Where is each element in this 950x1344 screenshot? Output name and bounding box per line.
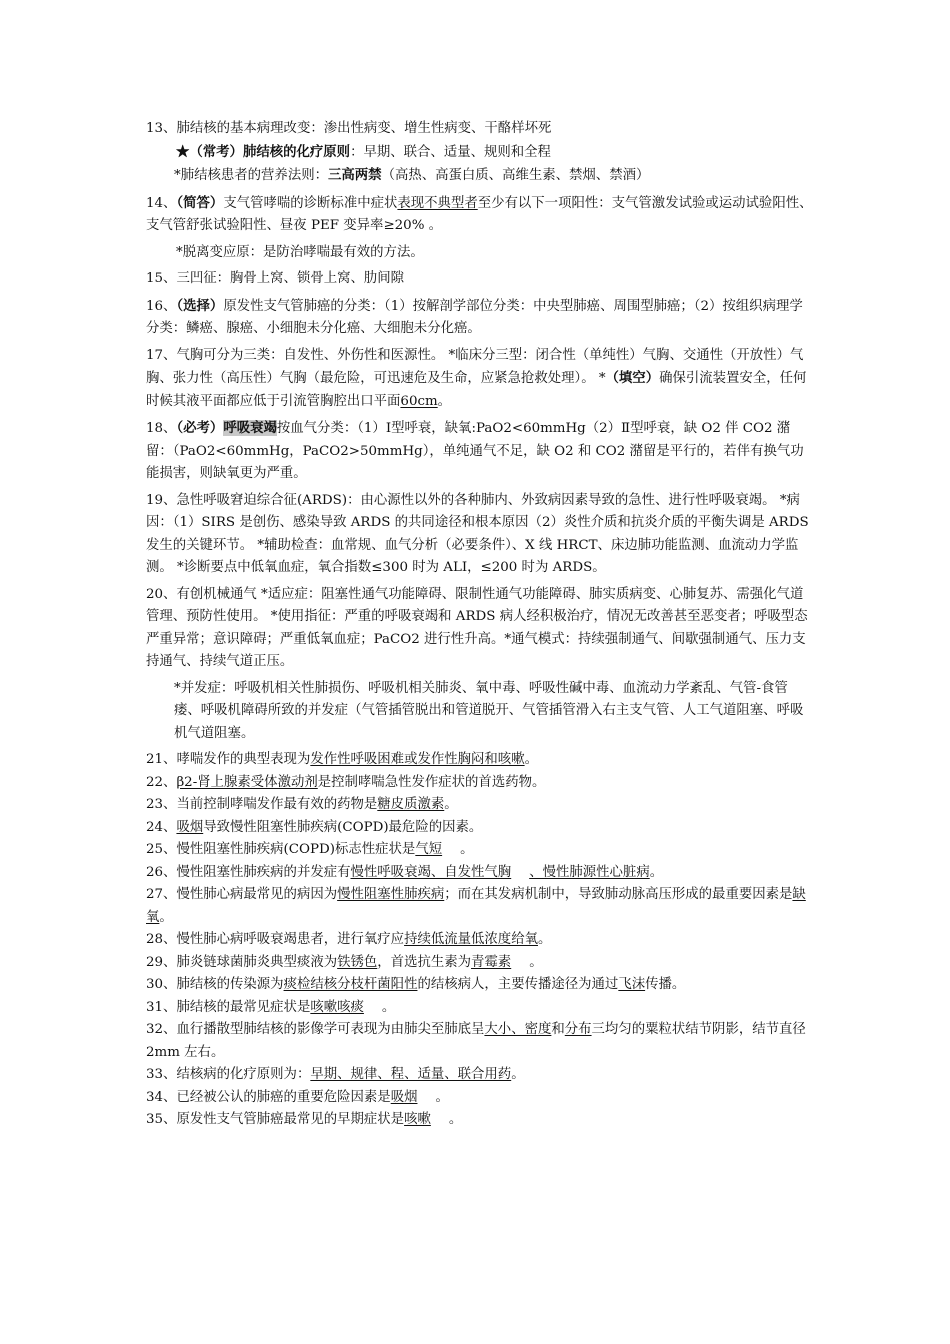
bold-term: 三高两禁	[328, 167, 382, 183]
item-number: 30、	[146, 977, 177, 992]
item-number: 35、	[146, 1112, 177, 1127]
item-32	[146, 1019, 814, 1064]
item-number: 27、	[146, 887, 177, 902]
item-16	[146, 295, 814, 341]
item-35	[146, 1109, 814, 1132]
item-text: 。	[529, 954, 543, 970]
item-text: 和	[551, 1022, 565, 1037]
underlined-term: 吸烟	[176, 819, 204, 835]
document-body	[146, 118, 814, 1132]
item-20-note	[146, 678, 814, 746]
item-text: 。	[524, 752, 538, 767]
item-text: 原发性支气管肺癌最常见的早期症状是	[176, 1112, 405, 1127]
item-24	[146, 817, 814, 840]
item-text: 。	[159, 909, 173, 925]
item-text: 。	[649, 864, 664, 880]
underlined-term: 铁锈色	[337, 954, 378, 970]
underlined-term: 慢性阻塞性肺疾病	[337, 887, 445, 902]
item-text: 。	[435, 1089, 449, 1105]
item-text: 哮喘发作的典型表现为	[176, 752, 311, 767]
item-13-star	[146, 141, 814, 165]
underlined-term: 慢性呼吸衰竭、自发性气胸	[350, 864, 512, 880]
item-number: 29、	[146, 954, 177, 970]
item-number: 14、	[146, 195, 177, 211]
item-20	[146, 584, 814, 674]
item-text: 至少有以下一项阳性：支气管激发试验或运动试验阳性、支气管舒张试验阳性、昼夜 PEF 变异率≥20% 。	[146, 195, 813, 233]
item-text: 已经被公认的肺癌的重要危险因素是	[176, 1089, 391, 1105]
item-text: 肺结核的基本病理改变：渗出性病变、增生性病变、干酪样坏死	[176, 121, 552, 136]
item-text: ：早期、联合、适量、规则和全程	[350, 144, 551, 160]
item-22	[146, 772, 814, 795]
item-text: 气胸可分为三类：自发性、外伤性和医源性。 *临床分三型：闭合性（单纯性）气胸、交通性（开放性）气胸、张力性（高压性）气胸（最危险，可迅速危及生命，应紧急抢救处理）。 *	[146, 347, 804, 386]
item-text: （高热、高蛋白质、高维生素、禁烟、禁酒）	[381, 168, 650, 183]
item-text: 。	[448, 1112, 463, 1127]
item-34	[146, 1087, 814, 1110]
item-number: 23、	[146, 797, 177, 812]
item-text: 。	[537, 932, 552, 947]
item-number: 17、	[146, 347, 177, 363]
item-text: 急性呼吸窘迫综合征(ARDS)：由心源性以外的各种肺内、外致病因素导致的急性、进行性呼吸衰竭。 *病因：（1）SIRS 是创伤、感染导致 ARDS 的共同途径和根本原因（2）炎性介质和抗炎介质的平衡失调是 ARDS 发生的关键环节。 *辅助检查：血常规、血气分析（必要条件）、X 线 HRCT、床边肺功能监测、血流动力学监测。 *诊断要点中低氧血症，氧合指数≤300 时为 ALI，≤200 时为 ARDS。	[146, 492, 809, 575]
underlined-term: 缺氧	[146, 887, 806, 925]
underlined-term: 大小、密度	[484, 1022, 552, 1037]
underlined-term: 气短	[415, 842, 443, 857]
item-text: 三凹征：胸骨上窝、锁骨上窝、肋间隙	[176, 271, 405, 286]
item-number: 34、	[146, 1089, 177, 1105]
item-text: 的结核病人，主要传播途径为通过	[417, 977, 619, 992]
underlined-term: 咳嗽	[404, 1112, 431, 1127]
item-number: 13、	[146, 121, 177, 136]
item-text: 肺结核的最常见症状是	[176, 999, 311, 1015]
item-text: 慢性肺心病最常见的病因为	[176, 887, 338, 902]
item-text: ；而在其发病机制中，导致肺动脉高压形成的最重要因素是	[444, 887, 793, 902]
item-19	[146, 490, 814, 580]
underlined-term: 吸烟	[390, 1089, 418, 1105]
item-text: 有创机械通气 *适应症：阻塞性通气功能障碍、限制性通气功能障碍、肺实质病变、心肺复苏、需强化气道管理、预防性使用。 *使用指征：严重的呼吸衰竭和 ARDS 病人经积极治疗，情况无改善甚至恶变者；呼吸型态严重异常；意识障碍；严重低氧血症；PaCO2 进行性升高。*通气模式：持续强制通气、间歇强制通气、压力支持通气、持续气道正压。	[146, 586, 808, 669]
item-text: *并发症：呼吸机相关性肺损伤、呼吸机相关肺炎、氧中毒、呼吸性碱中毒、血流动力学紊乱、气管-食管瘘、呼吸机障碍所致的并发症（气管插管脱出和管道脱开、气管插管滑入右主支气管、人工气道阻塞、呼吸机气道阻塞。	[174, 680, 804, 741]
item-number: 32、	[146, 1022, 177, 1037]
item-13-diet	[146, 164, 814, 188]
item-text: 。	[444, 797, 458, 812]
item-number: 21、	[146, 752, 177, 767]
item-text: 三均匀的粟粒状结节阴影，结节直径 2mm 左右。	[146, 1022, 806, 1060]
item-number: 24、	[146, 819, 177, 835]
item-text: 慢性阻塞性肺疾病(COPD)标志性症状是	[176, 842, 416, 857]
item-14-note	[146, 242, 814, 265]
question-tag: （填空）	[605, 370, 660, 386]
underlined-term: 青霉素	[471, 954, 512, 970]
item-text: 导致慢性阻塞性肺疾病(COPD)最危险的因素。	[203, 819, 483, 835]
item-33	[146, 1064, 814, 1087]
item-text: 慢性阻塞性肺疾病的并发症有	[176, 864, 351, 880]
item-text: 血行播散型肺结核的影像学可表现为由肺尖至肺底呈	[176, 1022, 485, 1037]
underlined-term: 持续低流量低浓度给氧	[404, 932, 538, 947]
item-number: 16、	[146, 298, 177, 314]
item-30	[146, 974, 814, 997]
item-text: 。	[381, 999, 396, 1015]
item-15	[146, 268, 814, 291]
item-number: 28、	[146, 932, 177, 947]
underlined-term: 痰检结核分枝杆菌阳性	[283, 977, 418, 992]
item-text: *脱离变应原：是防治哮喘最有效的方法。	[176, 244, 424, 260]
item-text: 。	[511, 1067, 525, 1082]
item-text: 。	[437, 393, 452, 409]
item-number: 26、	[146, 864, 177, 880]
underlined-term: 、慢性肺源性心脏病	[529, 864, 650, 880]
question-tag: （简答）	[176, 194, 224, 211]
item-text: 确保引流装置安全，任何时候其液平面都应低于引流管胸腔出口平面	[146, 371, 807, 409]
item-17	[146, 345, 814, 414]
underlined-term: 咳嗽咳痰	[310, 999, 364, 1015]
item-number: 22、	[146, 774, 177, 790]
highlighted-term: 呼吸衰竭	[223, 420, 277, 436]
item-text: *肺结核患者的营养法则：	[174, 168, 328, 183]
item-13	[146, 118, 814, 141]
item-text: 慢性肺心病呼吸衰竭患者，进行氧疗应	[176, 932, 405, 947]
item-number: 19、	[146, 492, 177, 508]
item-25	[146, 839, 814, 862]
item-29	[146, 952, 814, 975]
item-18	[146, 417, 814, 486]
underlined-term: 60cm	[400, 393, 438, 409]
underlined-term: 飞沫	[618, 977, 646, 992]
item-text: 是控制哮喘急性发作症状的首选药物。	[317, 774, 546, 790]
item-number: 31、	[146, 999, 177, 1015]
item-27	[146, 884, 814, 929]
question-tag: （选择）	[176, 297, 224, 314]
underlined-term: 早期、规律、程、适量、联合用药	[310, 1067, 512, 1082]
item-text: 肺结核的传染源为	[176, 977, 284, 992]
item-text: 结核病的化疗原则为：	[176, 1067, 311, 1082]
underlined-term: β2-肾上腺素受体激动剂	[176, 774, 318, 790]
item-text: 支气管哮喘的诊断标准中症状	[223, 195, 398, 211]
item-text: 按血气分类：（1）Ⅰ型呼衰，缺氧:PaO2<60mmHg（2）Ⅱ型呼衰，缺 O2 伴 CO2 潴留：（PaO2<60mmHg，PaCO2>50mmHg），单纯通气不足，缺 O2 和 CO2 潴留是平行的，若伴有换气功能损害，则缺氧更为严重。	[146, 421, 804, 481]
question-tag: （必考）	[176, 420, 224, 436]
item-31	[146, 997, 814, 1020]
item-text: 肺炎链球菌肺炎典型痰液为	[176, 954, 338, 970]
item-text: 传播。	[645, 977, 686, 992]
star-highlight: ★（常考）肺结核的化疗原则	[176, 143, 351, 160]
item-number: 15、	[146, 271, 177, 286]
item-text: 。	[460, 842, 474, 857]
item-text: 原发性支气管肺癌的分类：（1）按解剖学部位分类：中央型肺癌、周围型肺癌；（2）按组织病理学分类：鳞癌、腺癌、小细胞未分化癌、大细胞未分化癌。	[146, 298, 803, 336]
item-26	[146, 862, 814, 885]
item-14	[146, 192, 814, 238]
underlined-term: 分布	[564, 1022, 592, 1037]
item-text: 当前控制哮喘发作最有效的药物是	[176, 797, 378, 812]
item-21	[146, 749, 814, 772]
item-number: 25、	[146, 842, 177, 857]
item-23	[146, 794, 814, 817]
underlined-term: 糖皮质激素	[377, 797, 445, 812]
item-number: 33、	[146, 1067, 177, 1082]
item-text: ，首选抗生素为	[377, 954, 472, 970]
underlined-term: 表现不典型者	[397, 195, 478, 211]
underlined-term: 发作性呼吸困难或发作性胸闷和咳嗽	[310, 752, 525, 767]
item-28	[146, 929, 814, 952]
item-number: 20、	[146, 586, 177, 602]
item-number: 18、	[146, 421, 177, 436]
